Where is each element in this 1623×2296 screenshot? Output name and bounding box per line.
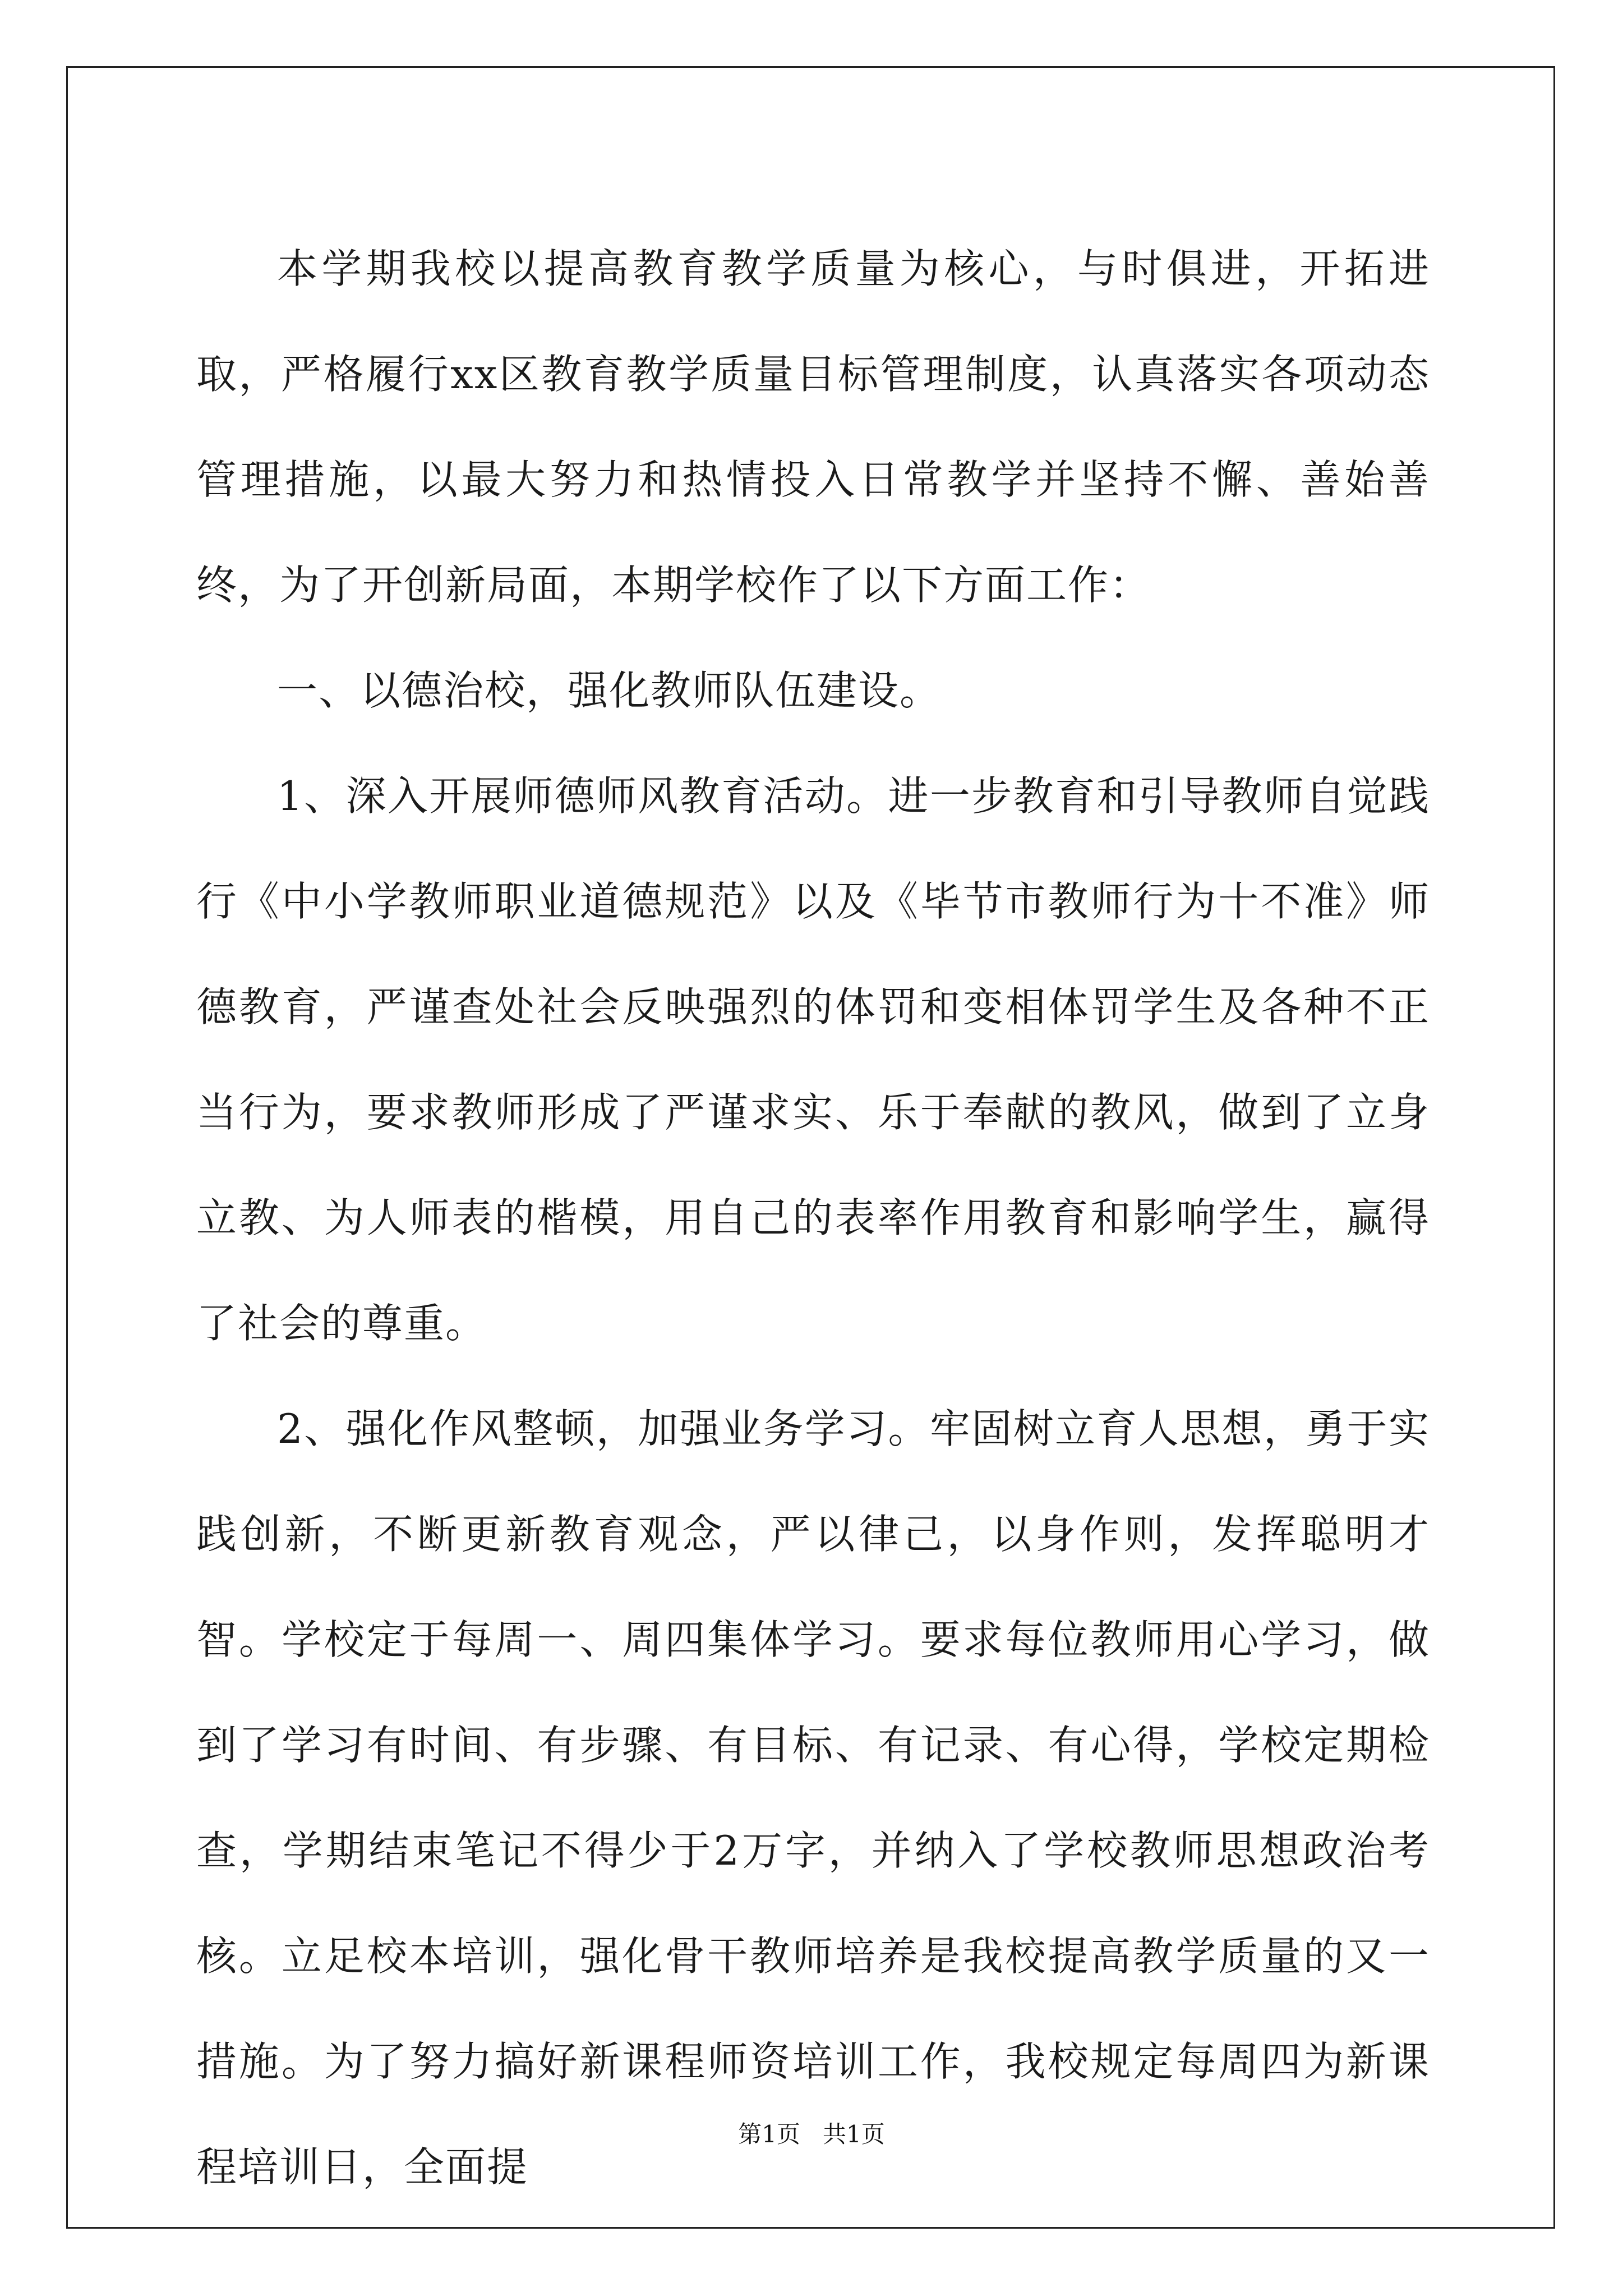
page-number-current: 第1页	[738, 2120, 800, 2148]
paragraph-item-2: 2、强化作风整顿，加强业务学习。牢固树立育人思想，勇于实践创新，不断更新教育观念，严以律己，以身作则，发挥聪明才智。学校定于每周一、周四集体学习。要求每位教师用心学习，做到了学习有时间、有步骤、有目标、有记录、有心得，学校定期检查，学期结束笔记不得少于2万字，并纳入了学校教师思想政治考核。立足校本培训，强化骨干教师培养是我校提高教学质量的又一措施。为了努力搞好新课程师资培训工作，我校规定每周四为新课程培训日，全面提	[196, 1405, 1430, 2191]
document-body	[196, 216, 1430, 2220]
paragraph-section-heading: 一、以德治校，强化教师队伍建设。	[277, 667, 942, 714]
page-number-total: 共1页	[823, 2120, 885, 2148]
paragraph-intro: 本学期我校以提高教育教学质量为核心，与时俱进，开拓进取，严格履行xx区教育教学质量目标管理制度，认真落实各项动态管理措施，以最大努力和热情投入日常教学并坚持不懈、善始善终，为了开创新局面，本期学校作了以下方面工作：	[196, 245, 1430, 609]
page-footer	[0, 2118, 1623, 2151]
paragraph-item-1: 1、深入开展师德师风教育活动。进一步教育和引导教师自觉践行《中小学教师职业道德规范》以及《毕节市教师行为十不准》师德教育，严谨查处社会反映强烈的体罚和变相体罚学生及各种不正当行为，要求教师形成了严谨求实、乐于奉献的教风，做到了立身立教、为人师表的楷模，用自己的表率作用教育和影响学生，赢得了社会的尊重。	[196, 772, 1430, 1347]
